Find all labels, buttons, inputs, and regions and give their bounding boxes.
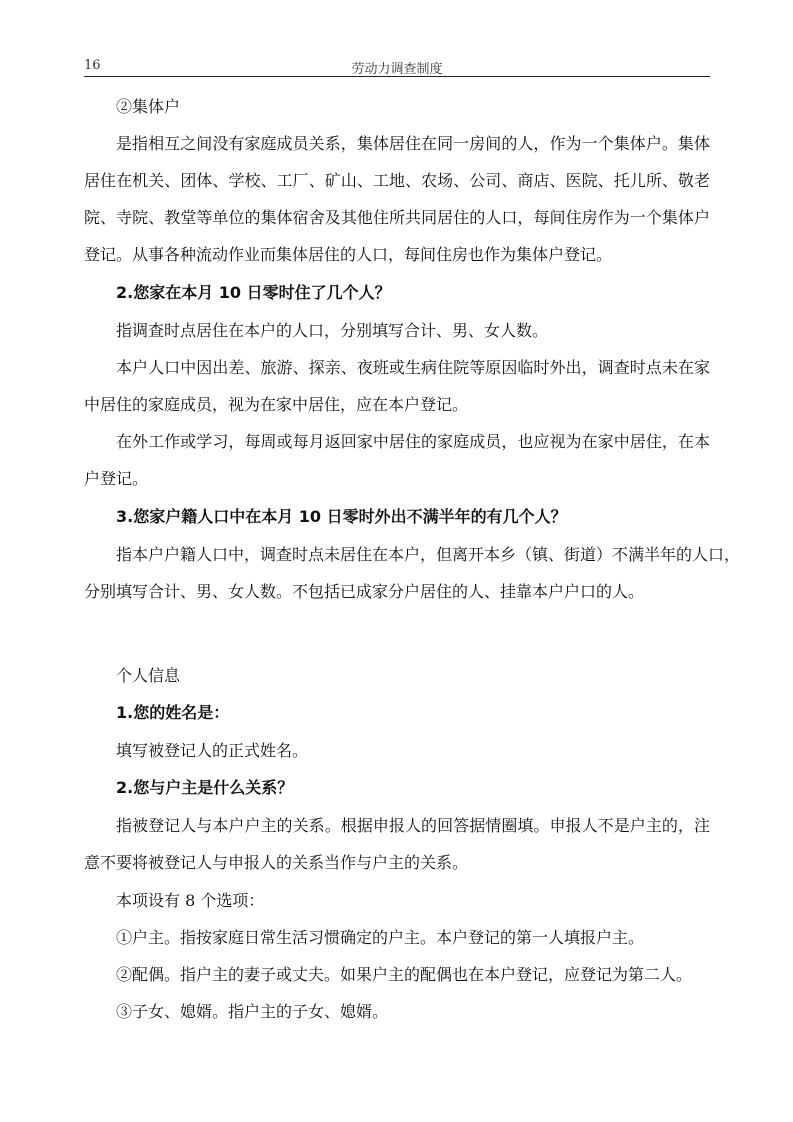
paragraph-line: 指调查时点居住在本户的人口，分别填写合计、男、女人数。	[116, 321, 549, 340]
paragraph-line: 居住在机关、团体、学校、工厂、矿山、工地、农场、公司、商店、医院、托儿所、敬老	[84, 171, 710, 190]
option-item: ②配偶。指户主的妻子或丈夫。如果户主的配偶也在本户登记，应登记为第二人。	[116, 965, 693, 984]
running-title: 劳动力调查制度	[351, 62, 443, 77]
paragraph-line: 意不要将被登记人与申报人的关系当作与户主的关系。	[84, 853, 469, 872]
subheading-collective-household: ②集体户	[116, 97, 181, 116]
option-item: ③子女、媳婿。指户主的子女、媳婿。	[116, 1002, 389, 1021]
question-heading: 2.您与户主是什么关系？	[116, 778, 294, 797]
paragraph-line: 本项设有 8 个选项：	[116, 891, 265, 910]
paragraph-line: 院、寺院、教堂等单位的集体宿舍及其他住所共同居住的人口，每间住房作为一个集体户	[84, 208, 710, 227]
question-heading: 2.您家在本月 10 日零时住了几个人？	[116, 283, 391, 302]
page-header	[84, 56, 710, 77]
question-heading: 1.您的姓名是：	[116, 703, 230, 722]
paragraph-line: 是指相互之间没有家庭成员关系，集体居住在同一房间的人，作为一个集体户。集体	[116, 134, 710, 153]
option-item: ①户主。指按家庭日常生活习惯确定的户主。本户登记的第一人填报户主。	[116, 928, 645, 947]
paragraph-line: 指被登记人与本户户主的关系。根据申报人的回答据情圈填。申报人不是户主的，注	[116, 816, 710, 835]
paragraph-line: 在外工作或学习，每周或每月返回家中居住的家庭成员，也应视为在家中居住，在本	[116, 432, 710, 451]
section-heading-personal-info: 个人信息	[116, 666, 181, 685]
paragraph-line: 填写被登记人的正式姓名。	[116, 741, 309, 760]
paragraph-line: 分别填写合计、男、女人数。不包括已成家分户居住的人、挂靠本户户口的人。	[84, 582, 645, 601]
question-heading: 3.您家户籍人口中在本月 10 日零时外出不满半年的有几个人？	[116, 507, 567, 526]
paragraph-line: 本户人口中因出差、旅游、探亲、夜班或生病住院等原因临时外出，调查时点未在家	[116, 358, 710, 377]
paragraph-line: 指本户户籍人口中，调查时点未居住在本户，但离开本乡（镇、街道）不满半年的人口，	[116, 545, 741, 564]
paragraph-line: 登记。从事各种流动作业而集体居住的人口，每间住房也作为集体户登记。	[84, 245, 613, 264]
page-number: 16	[84, 58, 101, 73]
paragraph-line: 中居住的家庭成员，视为在家中居住，应在本户登记。	[84, 395, 469, 414]
paragraph-line: 户登记。	[84, 469, 149, 488]
